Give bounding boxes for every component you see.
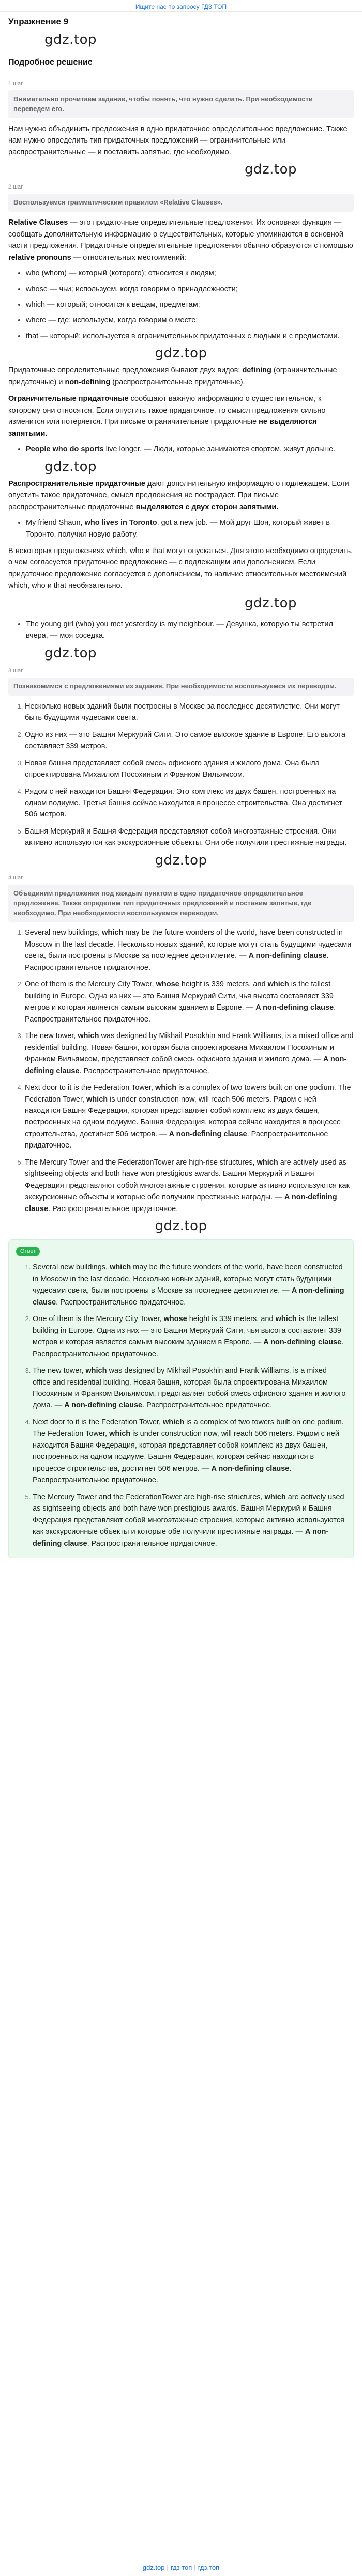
sentence-list bbox=[8, 701, 354, 849]
list-item: 4. Рядом с ней находится Башня Федерация. Это комплекс из двух башен, построенных на одном подиуме. Третья башня сейчас находится в процессе строительства. Она достигнет 506 метров. bbox=[25, 786, 354, 821]
watermark: gdz.top bbox=[244, 595, 297, 611]
example-item: • My friend Shaun, who lives in Toronto, got a new job. — Мой друг Шон, который живет в Торонто, получил новую работу. bbox=[26, 517, 354, 540]
footer-link[interactable]: гдз топ bbox=[170, 2563, 192, 2571]
watermark: gdz.top bbox=[155, 1218, 207, 1234]
footer-link[interactable]: гдз.топ bbox=[198, 2563, 220, 2571]
list-item: 3. The new tower, which was designed by Mikhail Posokhin and Frank Williams, is a mixed office and residential building. Новая башня, которая была спроектирована Михаилом Посохиным и Франком Вильямсом, представляет собой смесь офисного здания и жилого дома. — A non-defining clause. Распространительное придаточное. bbox=[33, 1365, 346, 1411]
example-item: • The young girl (who) you met yesterday is my neighbour. — Девушка, которую ты встретил вчера, — моя соседка. bbox=[26, 619, 354, 642]
step-text: Нам нужно объединить предложения в одно придаточное определительное предложение. Также нам нужно определить тип придаточных предложений — ограничительные или распространительные — и поставить запятые, где необходимо. bbox=[8, 124, 348, 156]
list-item: 5. The Mercury Tower and the FederationTower are high-rise structures, which are actively used as sightseeing objects and both have won prestigious awards. Башня Меркурий и Башня Федерация представляют собой многоэтажные строения, которые активно используются как экскурсионные объекты и которые обе получили престижные награды. — A non-defining clause. Распространительное придаточное. bbox=[25, 1157, 354, 1215]
combined-sentence-list bbox=[8, 927, 354, 1215]
step-label: 2 шаг bbox=[8, 184, 23, 191]
example-item: • People who do sports live longer. — Люди, которые занимаются спортом, живут дольше. bbox=[26, 444, 354, 455]
example-list bbox=[8, 444, 354, 455]
footer-links: gdz.top | гдз топ | гдз.топ bbox=[142, 2563, 220, 2571]
watermark: gdz.top bbox=[44, 32, 97, 48]
example-list bbox=[8, 619, 354, 642]
nonrestrictive-rule: Распространительные придаточные дают дополнительную информацию о подлежащем. Если опустить такое придаточное, смысл предложения не пострадает. При письме распространительные придаточные выделяются с двух сторон запятыми. bbox=[8, 479, 349, 511]
step-label: 1 шаг bbox=[8, 81, 23, 87]
step-3 bbox=[8, 667, 354, 849]
step-1 bbox=[8, 80, 354, 158]
list-item: 1. Несколько новых зданий были построены в Москве за последнее десятилетие. Они могут быть будущими чудесами света. bbox=[25, 701, 354, 724]
list-item: • that — который; используется в ограничительных придаточных с людьми и с предметами. bbox=[26, 331, 354, 342]
list-item: 3. Новая башня представляет собой смесь офисного здания и жилого дома. Она была спроектирована Михаилом Посохиным и Франком Вильямсом. bbox=[25, 758, 354, 781]
list-item: 1. Several new buildings, which may be the future wonders of the world, have been constructed in Moscow in the last decade. Несколько новых зданий, которые могут стать будущими чудесами света, были построены в Москве за последнее десятилетие. — A non-defining clause. Распространительное придаточное. bbox=[25, 927, 354, 973]
list-item: • whose — чьи; используем, когда говорим о принадлежности; bbox=[26, 284, 354, 295]
list-item: 1. Several new buildings, which may be the future wonders of the world, have been constructed in Moscow in the last decade. Несколько новых зданий, которые могут стать будущими чудесами света, были построены в Москве за последнее десятилетие. — A non-defining clause. Распространительное придаточное. bbox=[33, 1262, 346, 1308]
step-hint: Познакомимся с предложениями из задания. При необходимости воспользуемся их переводом. bbox=[8, 678, 354, 696]
watermark: gdz.top bbox=[155, 345, 207, 362]
watermark: gdz.top bbox=[244, 162, 297, 178]
watermark: gdz.top bbox=[44, 459, 97, 475]
relative-clauses-intro: Relative Clauses — это придаточные определительные предложения. Их основная функция — сообщать дополнительную информацию о существительных, которые упоминаются в основной части предложения. Придаточные определительные предложения обычно образуются с помощью relative pronouns — относительных местоимений: bbox=[8, 218, 353, 262]
list-item: 2. One of them is the Mercury City Tower, whose height is 339 meters, and which is the tallest building in Europe. Одна из них — это Башня Меркурий Сити, чья высота составляет 339 метров и которая является самым высоким зданием в Европе. — A non-defining clause. Распространительное придаточное. bbox=[33, 1313, 346, 1360]
list-item: • which — который; относится к вещам, предметам; bbox=[26, 299, 354, 310]
list-item: 2. Одно из них — это Башня Меркурий Сити. Это самое высокое здание в Европе. Его высота составляет 339 метров. bbox=[25, 729, 354, 752]
task-title: Упражнение 9 bbox=[8, 17, 69, 26]
list-item: 5. Башня Меркурий и Башня Федерация представляют собой многоэтажные строения. Они активно используются как экскурсионные объекты. Они обе получили престижные награды. bbox=[25, 826, 354, 849]
answer-badge: Ответ bbox=[16, 1247, 40, 1256]
step-4 bbox=[8, 874, 354, 1215]
pronoun-list bbox=[8, 268, 354, 342]
step-hint: Воспользуемся грамматическим правилом «Relative Clauses». bbox=[8, 194, 354, 212]
watermark: gdz.top bbox=[44, 645, 97, 661]
list-item: 4. Next door to it is the Federation Tower, which is a complex of two towers built on one podium. The Federation Tower, which is under construction now, will reach 506 meters. Рядом с ней находится Башня Федерация, которая представляет собой комплекс из двух башен, построенных на одном подиуме. Башня Федерация, которая сейчас находится в процессе строительства, достигнет 506 метров. — A non-defining clause. Распространительное придаточное. bbox=[33, 1417, 346, 1486]
step-2 bbox=[8, 183, 354, 642]
search-promo-link[interactable]: Ищите нас по запросу ГДЗ ТОП bbox=[135, 3, 227, 10]
footer-link[interactable]: gdz.top bbox=[142, 2563, 165, 2571]
omission-rule: В некоторых предложениях which, who и that могут опускаться. Для этого необходимо определить, о чем согласуется придаточное предложение — с подлежащим или дополнением. Если придаточное предложение согласуется с дополнением, то наличие относительных местоимений which, who и that необязательно. bbox=[8, 547, 353, 590]
clause-types: Придаточные определительные предложения бывают двух видов: defining (ограничительные придаточные) и non-defining (распространительные придаточные). bbox=[8, 366, 337, 386]
list-item: 3. The new tower, which was designed by Mikhail Posokhin and Frank Williams, is a mixed office and residential building. Новая башня, которая была спроектирована Михаилом Посохиным и Франком Вильямсом, представляет собой смесь офисного здания и жилого дома. — A non-defining clause. Распространительное придаточное. bbox=[25, 1030, 354, 1077]
step-hint: Объединим предложения под каждым пунктом в одно придаточное определительное предложение. Также определим тип придаточных предложений и поставим запятые, где необходимо. При необходимости воспользуемся переводом. bbox=[8, 885, 354, 922]
solution-title: Подробное решение bbox=[8, 58, 93, 67]
step-hint: Внимательно прочитаем задание, чтобы понять, что нужно сделать. При необходимости переведем его. bbox=[8, 90, 354, 118]
list-item: • where — где; используем, когда говорим о месте; bbox=[26, 315, 354, 326]
watermark: gdz.top bbox=[155, 852, 207, 868]
step-label: 3 шаг bbox=[8, 667, 23, 674]
list-item: 5. The Mercury Tower and the FederationTower are high-rise structures, which are actively used as sightseeing objects and both have won prestigious awards. Башня Меркурий и Башня Федерация представляют собой многоэтажные строения, которые активно используются как экскурсионные объекты и которые обе получили престижные награды. — A non-defining clause. Распространительное придаточное. bbox=[33, 1491, 346, 1549]
list-item: • who (whom) — который (которого); относится к людям; bbox=[26, 268, 354, 279]
answer-list bbox=[16, 1262, 346, 1549]
step-label: 4 шаг bbox=[8, 874, 23, 881]
list-item: 4. Next door to it is the Federation Tower, which is a complex of two towers built on one podium. The Federation Tower, which is under construction now, will reach 506 meters. Рядом с ней находится Башня Федерация, которая представляет собой комплекс из двух башен, построенных на одном подиуме. Башня Федерация, которая сейчас находится в процессе строительства, достигнет 506 метров. — A non-defining clause. Распространительное придаточное. bbox=[25, 1082, 354, 1152]
restrictive-rule: Ограничительные придаточные сообщают важную информацию о существительном, к которому они относятся. Если опустить такое придаточное, то смысл предложения сильно изменится или потеряется. При письме ограничительные придаточные не выделяются запятыми. bbox=[8, 395, 326, 438]
example-list bbox=[8, 517, 354, 540]
answer-block bbox=[8, 1239, 354, 1558]
list-item: 2. One of them is the Mercury City Tower, whose height is 339 meters, and which is the tallest building in Europe. Одна из них — это Башня Меркурий Сити, чья высота составляет 339 метров и которая является самым высоким зданием в Европе. — A non-defining clause. Распространительное придаточное. bbox=[25, 979, 354, 1025]
